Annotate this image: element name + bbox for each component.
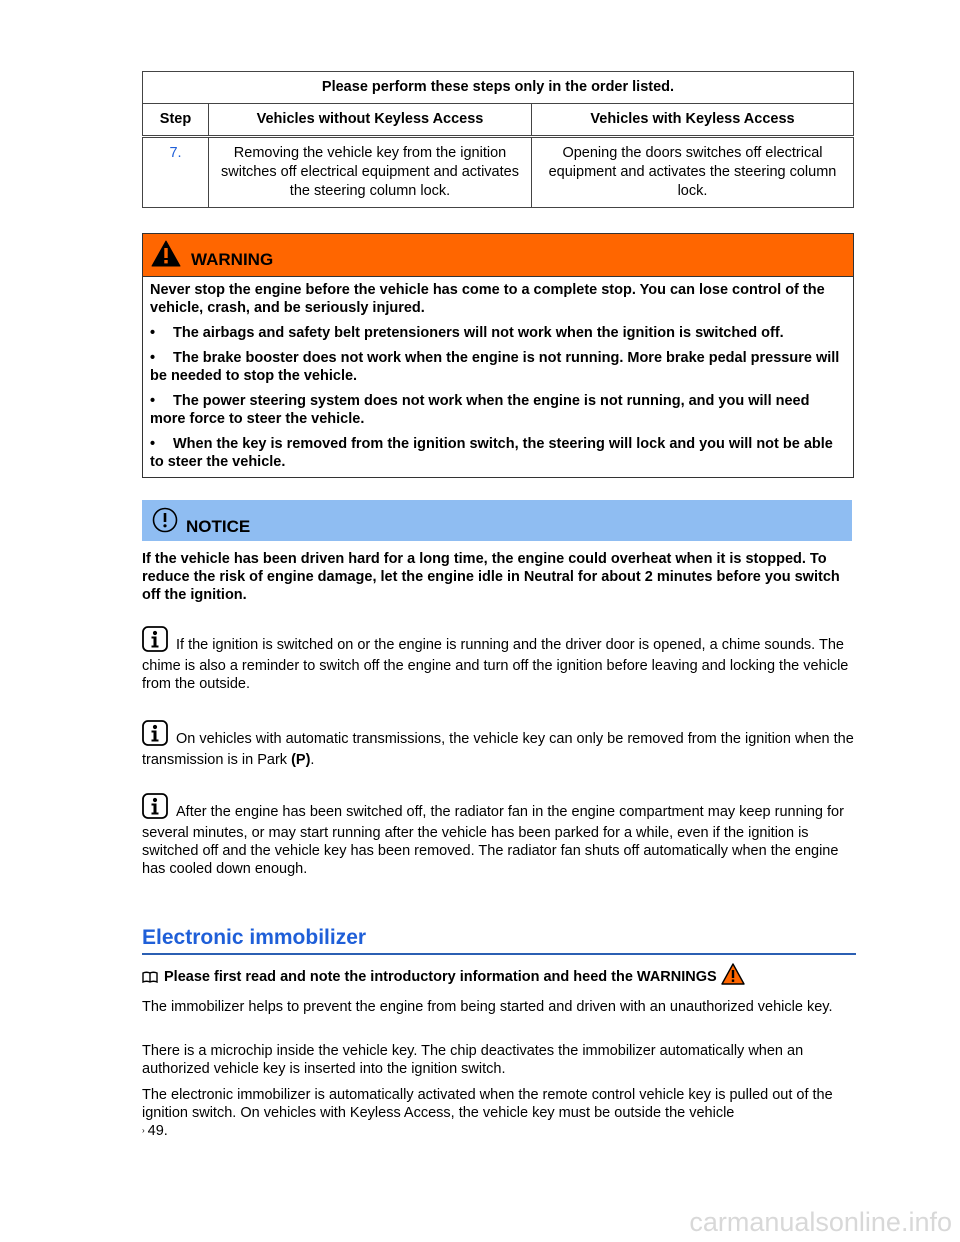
read-first-line: Please first read and note the introductory information and heed the WARNINGS xyxy=(142,963,854,990)
step-number: 7. xyxy=(143,137,209,208)
header-with-keyless: Vehicles with Keyless Access xyxy=(532,104,854,137)
info-note-chime: If the ignition is switched on or the engine is running and the driver door is opened, a chime sounds. The chime is also a reminder to switch off the engine and turn off the ignition before leaving and locking the vehicle from the outside. xyxy=(142,626,854,693)
section-title: Electronic immobilizer xyxy=(142,926,856,955)
microchip-paragraph: There is a microchip inside the vehicle key. The chip deactivates the immobilizer automatically when an authorized vehicle key is inserted into the ignition switch. xyxy=(142,1043,804,1077)
book-icon xyxy=(142,970,158,988)
notice-text: If the vehicle has been driven hard for a long time, the engine could overheat when it is stopped. To reduce the risk of engine damage, let the engine idle in Neutral for about 2 minutes before you switch off the ignition. xyxy=(142,551,840,603)
warning-intro: Never stop the engine before the vehicle has come to a complete stop. You can lose control of the vehicle, crash, and be seriously injured. xyxy=(150,282,825,316)
info-icon xyxy=(142,720,168,751)
info-icon xyxy=(142,626,168,657)
watermark: carmanualsonline.info xyxy=(689,1207,952,1237)
info-note-park: On vehicles with automatic transmissions, the vehicle key can only be removed from the ignition when the transmission is in Park (P). xyxy=(142,720,854,769)
steps-table xyxy=(142,71,854,208)
header-without-keyless: Vehicles without Keyless Access xyxy=(209,104,532,137)
warning-triangle-icon xyxy=(721,963,745,990)
notice-title: NOTICE xyxy=(186,517,251,536)
warning-header xyxy=(143,234,853,277)
table-row xyxy=(143,137,854,208)
cell-with-keyless: Opening the doors switches off electrical equipment and activates the steering column lock. xyxy=(532,137,854,208)
info-note-radiator-fan: After the engine has been switched off, the radiator fan in the engine compartment may keep running for several minutes, or may start running after the vehicle has been parked for a while, even if the ignition is switched off and the vehicle key has been removed. The radiator fan shuts off automatically when the engine has cooled down enough. xyxy=(142,793,854,878)
notice-header xyxy=(142,500,852,541)
warning-box xyxy=(142,233,854,478)
header-step: Step xyxy=(143,104,209,137)
table-caption: Please perform these steps only in the order listed. xyxy=(143,72,854,104)
exclamation-circle-icon xyxy=(152,507,178,538)
cell-without-keyless: Removing the vehicle key from the ignition switches off electrical equipment and activates the steering column lock. xyxy=(209,137,532,208)
warning-bullet: • The power steering system does not work when the engine is not running, and you will need more force to steer the vehicle. xyxy=(150,393,810,427)
warning-bullet: • The brake booster does not work when the engine is not running. More brake pedal pressure will be needed to stop the vehicle. xyxy=(150,350,840,384)
activation-paragraph: The electronic immobilizer is automatically activated when the remote control vehicle key is pulled out of the ignition switch. On vehicles with Keyless Access, the vehicle key must be outside the vehicle › 49. xyxy=(142,1087,833,1139)
immobilizer-paragraph: The immobilizer helps to prevent the engine from being started and driven with an unauthorized vehicle key. xyxy=(142,999,833,1015)
warning-bullet: • The airbags and safety belt pretensioners will not work when the ignition is switched off. xyxy=(150,325,784,341)
warning-bullet: • When the key is removed from the ignition switch, the steering will lock and you will not be able to steer the vehicle. xyxy=(150,436,833,470)
warning-triangle-icon xyxy=(151,240,181,272)
warning-title: WARNING xyxy=(191,250,274,269)
page-reference[interactable]: 49. xyxy=(147,1123,168,1139)
warning-body xyxy=(143,277,853,477)
info-icon xyxy=(142,793,168,824)
page-ref-symbol: › xyxy=(142,1126,145,1135)
